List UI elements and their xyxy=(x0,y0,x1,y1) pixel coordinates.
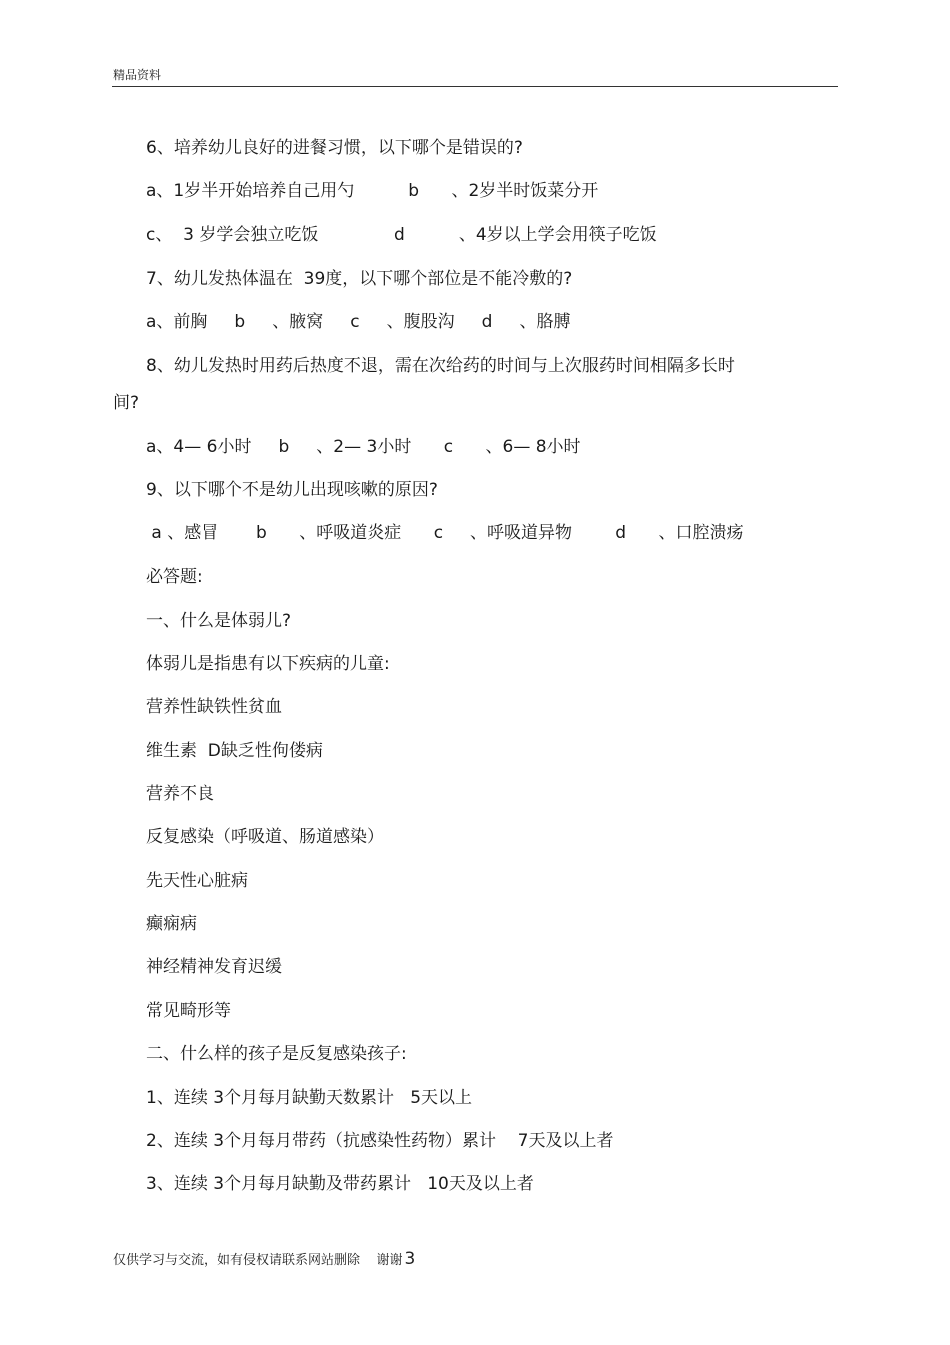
list-item: 先天性心脏病 xyxy=(146,871,248,891)
section-1-heading: 一、什么是体弱儿? xyxy=(146,611,292,631)
question-8: 8、幼儿发热时用药后热度不退，需在次给药的时间与上次服药时间相隔多长时 xyxy=(146,356,735,376)
section-1-intro: 体弱儿是指患有以下疾病的儿童: xyxy=(146,654,390,674)
list-item: 神经精神发育迟缓 xyxy=(146,957,282,977)
footer xyxy=(113,1249,415,1269)
question-9-options: a 、感冒 b 、呼吸道炎症 c 、呼吸道异物 d 、口腔溃疡 xyxy=(146,523,744,543)
header-label: 精品资料 xyxy=(113,68,162,82)
criteria-item: 2、连续 3个月每月带药（抗感染性药物）累计 7天及以上者 xyxy=(146,1131,614,1151)
question-6: 6、培养幼儿良好的进餐习惯，以下哪个是错误的? xyxy=(146,138,523,158)
page-number: 3 xyxy=(404,1249,416,1269)
list-item: 营养不良 xyxy=(146,784,214,804)
footer-text: 仅供学习与交流，如有侵权请联系网站删除 谢谢 xyxy=(113,1253,403,1268)
list-item: 维生素 D缺乏性佝偻病 xyxy=(146,741,323,761)
criteria-item: 3、连续 3个月每月缺勤及带药累计 10天及以上者 xyxy=(146,1174,534,1194)
header-rule xyxy=(112,86,838,87)
list-item: 反复感染（呼吸道、肠道感染） xyxy=(146,827,384,847)
question-7-options: a、前胸 b 、腋窝 c 、腹股沟 d 、胳膊 xyxy=(146,312,571,332)
question-8-continuation: 间? xyxy=(113,393,140,413)
list-item: 常见畸形等 xyxy=(146,1001,231,1021)
question-8-options: a、4— 6小时 b 、2— 3小时 c 、6— 8小时 xyxy=(146,437,581,457)
question-6-options-ab: a、1岁半开始培养自己用勺 b 、2岁半时饭菜分开 xyxy=(146,181,599,201)
question-7: 7、幼儿发热体温在 39度，以下哪个部位是不能冷敷的? xyxy=(146,269,573,289)
criteria-item: 1、连续 3个月每月缺勤天数累计 5天以上 xyxy=(146,1088,473,1108)
list-item: 癫痫病 xyxy=(146,914,197,934)
required-section-title: 必答题: xyxy=(146,567,203,587)
question-9: 9、以下哪个不是幼儿出现咳嗽的原因? xyxy=(146,480,438,500)
question-6-options-cd: c、 3 岁学会独立吃饭 d 、4岁以上学会用筷子吃饭 xyxy=(146,225,657,245)
section-2-heading: 二、什么样的孩子是反复感染孩子: xyxy=(146,1044,407,1064)
list-item: 营养性缺铁性贫血 xyxy=(146,697,282,717)
